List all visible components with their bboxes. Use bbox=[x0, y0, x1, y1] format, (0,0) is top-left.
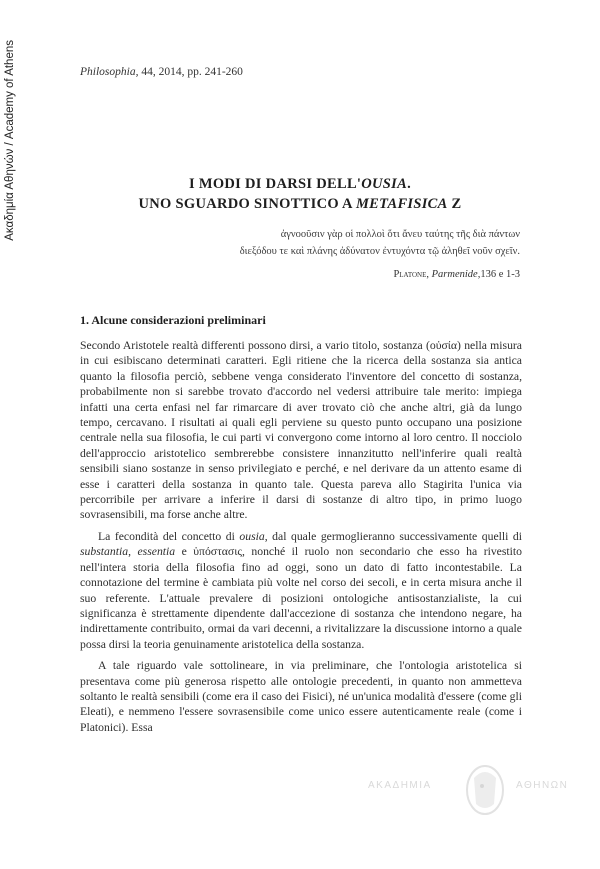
text-run: La fecondità del concetto di bbox=[98, 529, 240, 543]
journal-details: 44, 2014, pp. 241-260 bbox=[138, 66, 243, 78]
title-text: . bbox=[407, 176, 412, 192]
academy-seal-icon bbox=[460, 760, 510, 820]
body-text bbox=[80, 338, 522, 741]
journal-name: Philosophia, bbox=[80, 66, 139, 78]
title-italic: METAFISICA bbox=[355, 196, 448, 212]
text-run: , bbox=[128, 545, 138, 559]
paragraph: A tale riguardo vale sottolineare, in via preliminare, che l'ontologia aristotelica si presentava come più generosa rispetto alle ontologie precedenti, in quanto non ammetteva soltanto le realtà sensibili (come era il caso dei Fisici), né un'unica modalità d'essere (come gli Eleati), e nemmeno l'essere sovrasensibile come unico essere autenticamente reale (come i Platonici). Essa bbox=[80, 659, 522, 734]
paragraph bbox=[80, 529, 522, 652]
journal-citation bbox=[80, 66, 243, 78]
title-text: UNO SGUARDO SINOTTICO A bbox=[138, 196, 356, 212]
text-run: , dal quale germoglieranno successivamente quelli di bbox=[264, 529, 522, 543]
italic-term: substantia bbox=[80, 545, 129, 559]
epigraph-line: ἀγνοοῦσιν γὰρ οἱ πολλοὶ ὅτι ἄνευ ταύτης τῆς διὰ πάντων bbox=[280, 229, 520, 240]
section-heading: 1. Alcune considerazioni preliminari bbox=[80, 313, 266, 327]
title-italic: OUSIA bbox=[361, 176, 408, 192]
title-text: Z bbox=[447, 196, 462, 212]
text-run: e ὑπόστασις, nonché il ruolo non secondario che esso ha rivestito nell'intera storia della filosofia fino ad oggi, sono un dato di fatto incontestabile. La connotazione del termine è cambiata più volte nel corso dei secoli, e in certa misura anche il suo referente. L'attuale prevalere di posizioni ontologiche antisostanzialiste, la cui significanza è strettamente dipendente dall'accezione di sostanza che intendono negare, ha indirettamente contribuito, ormai da vari decenni, a rivitalizzare la discussione intorno a quale possa dirsi la teoria genuinamente aristotelica della sostanza. bbox=[80, 545, 522, 651]
watermark-text-right: ΑΘΗΝΩΝ bbox=[516, 780, 569, 791]
attribution-author: Platone, bbox=[393, 269, 429, 280]
epigraph bbox=[240, 226, 520, 260]
title-text: I MODI DI DARSI DELL' bbox=[188, 176, 362, 192]
paragraph: Secondo Aristotele realtà differenti possono dirsi, a vario titolo, sostanza (οὐσία) nella misura in cui esibiscano determinati caratteri. Egli ritiene che la ricerca della sostanza sia antica quanto la filosofia perciò, sebbene venga considerato l'inventore del concetto di sostanza, probabilmente non si sarebbe trovato d'accordo nel vedersi attribuire tale merito: impiega infatti una certa enfasi nel far rimarcare di aver trovato ciò che anche altri, già da lungo tempo, cercavano. I risultati ai quali egli perviene su questo punto occupano una posizione centrale nella sua filosofia, le cui parti vi convergono come intorno al loro centro. Il nocciolo dell'approccio aristotelico sembrerebbe consistere innanzitutto nell'inferire quali realtà sensibili siano sostanze in senso privilegiato e perché, e nel derivare da un attento esame di esse i caratteri della sostanza in quanto tale. Questa pareva allo Stagirita l'unica via percorribile per arrivare a inferire il darsi di sostanze di altro tipo, in primo luogo sovrasensibili, ma forse anche altre. bbox=[80, 339, 522, 522]
epigraph-line: διεξόδου τε καὶ πλάνης ἀδύνατον ἐντυχόντα τῷ ἀληθεῖ νοῦν σχεῖν. bbox=[239, 246, 520, 257]
epigraph-attribution bbox=[393, 269, 520, 280]
side-credit: Ακαδημία Αθηνών / Academy of Athens bbox=[4, 40, 16, 241]
italic-term: essentia bbox=[137, 545, 176, 559]
attribution-work: Parmenide, bbox=[431, 269, 481, 280]
page-title-line-2 bbox=[0, 196, 600, 213]
watermark-text-left: ΑΚΑΔΗΜΙΑ bbox=[368, 780, 432, 791]
page-title-line-1 bbox=[0, 176, 600, 193]
attribution-ref: 136 e 1-3 bbox=[480, 269, 520, 280]
italic-term: ousia bbox=[239, 529, 265, 543]
